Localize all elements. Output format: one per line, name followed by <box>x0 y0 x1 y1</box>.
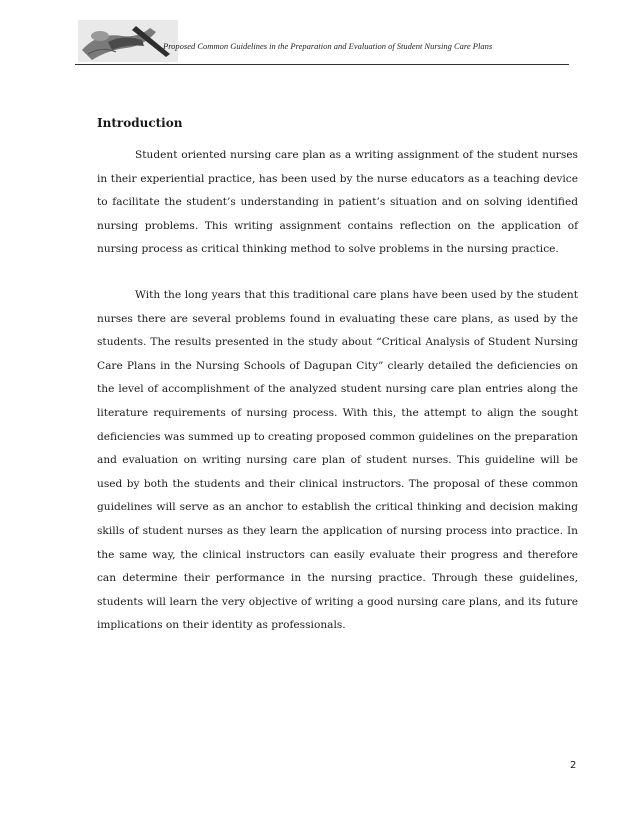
header-title: Proposed Common Guidelines in the Preparation and Evaluation of Student Nursing Care Plans <box>163 41 493 51</box>
paragraph-1: Student oriented nursing care plan as a writing assignment of the student nurses in their experiential practice, has been used by the nurse educators as a teaching device to facilitate the student’s understanding in patient’s situation and on solving identified nursing problems. This writing assignment contains reflection on the application of nursing process as critical thinking method to solve problems in the nursing practice. <box>97 149 578 256</box>
section-heading: Introduction <box>97 116 183 130</box>
header-divider <box>75 64 569 65</box>
page-header <box>75 18 569 65</box>
page-number: 2 <box>570 760 577 771</box>
paragraph-2: With the long years that this traditional care plans have been used by the student nurses there are several problems found in evaluating these care plans, as used by the students. The results presented in the study about “Critical Analysis of Student Nursing Care Plans in the Nursing Schools of Dagupan City” clearly detailed the deficiencies on the level of accomplishment of the analyzed student nursing care plan entries along the literature requirements of nursing process. With this, the attempt to align the sought deficiencies was summed up to creating proposed common guidelines on the preparation and evaluation on writing nursing care plan of student nurses. This guideline will be used by both the students and their clinical instructors. The proposal of these common guidelines will serve as an anchor to establish the critical thinking and decision making skills of student nurses as they learn the application of nursing process into practice. In the same way, the clinical instructors can easily evaluate their progress and therefore can determine their performance in the nursing practice. Through these guidelines, students will learn the very objective of writing a good nursing care plans, and its future implications on their identity as professionals. <box>97 289 578 632</box>
